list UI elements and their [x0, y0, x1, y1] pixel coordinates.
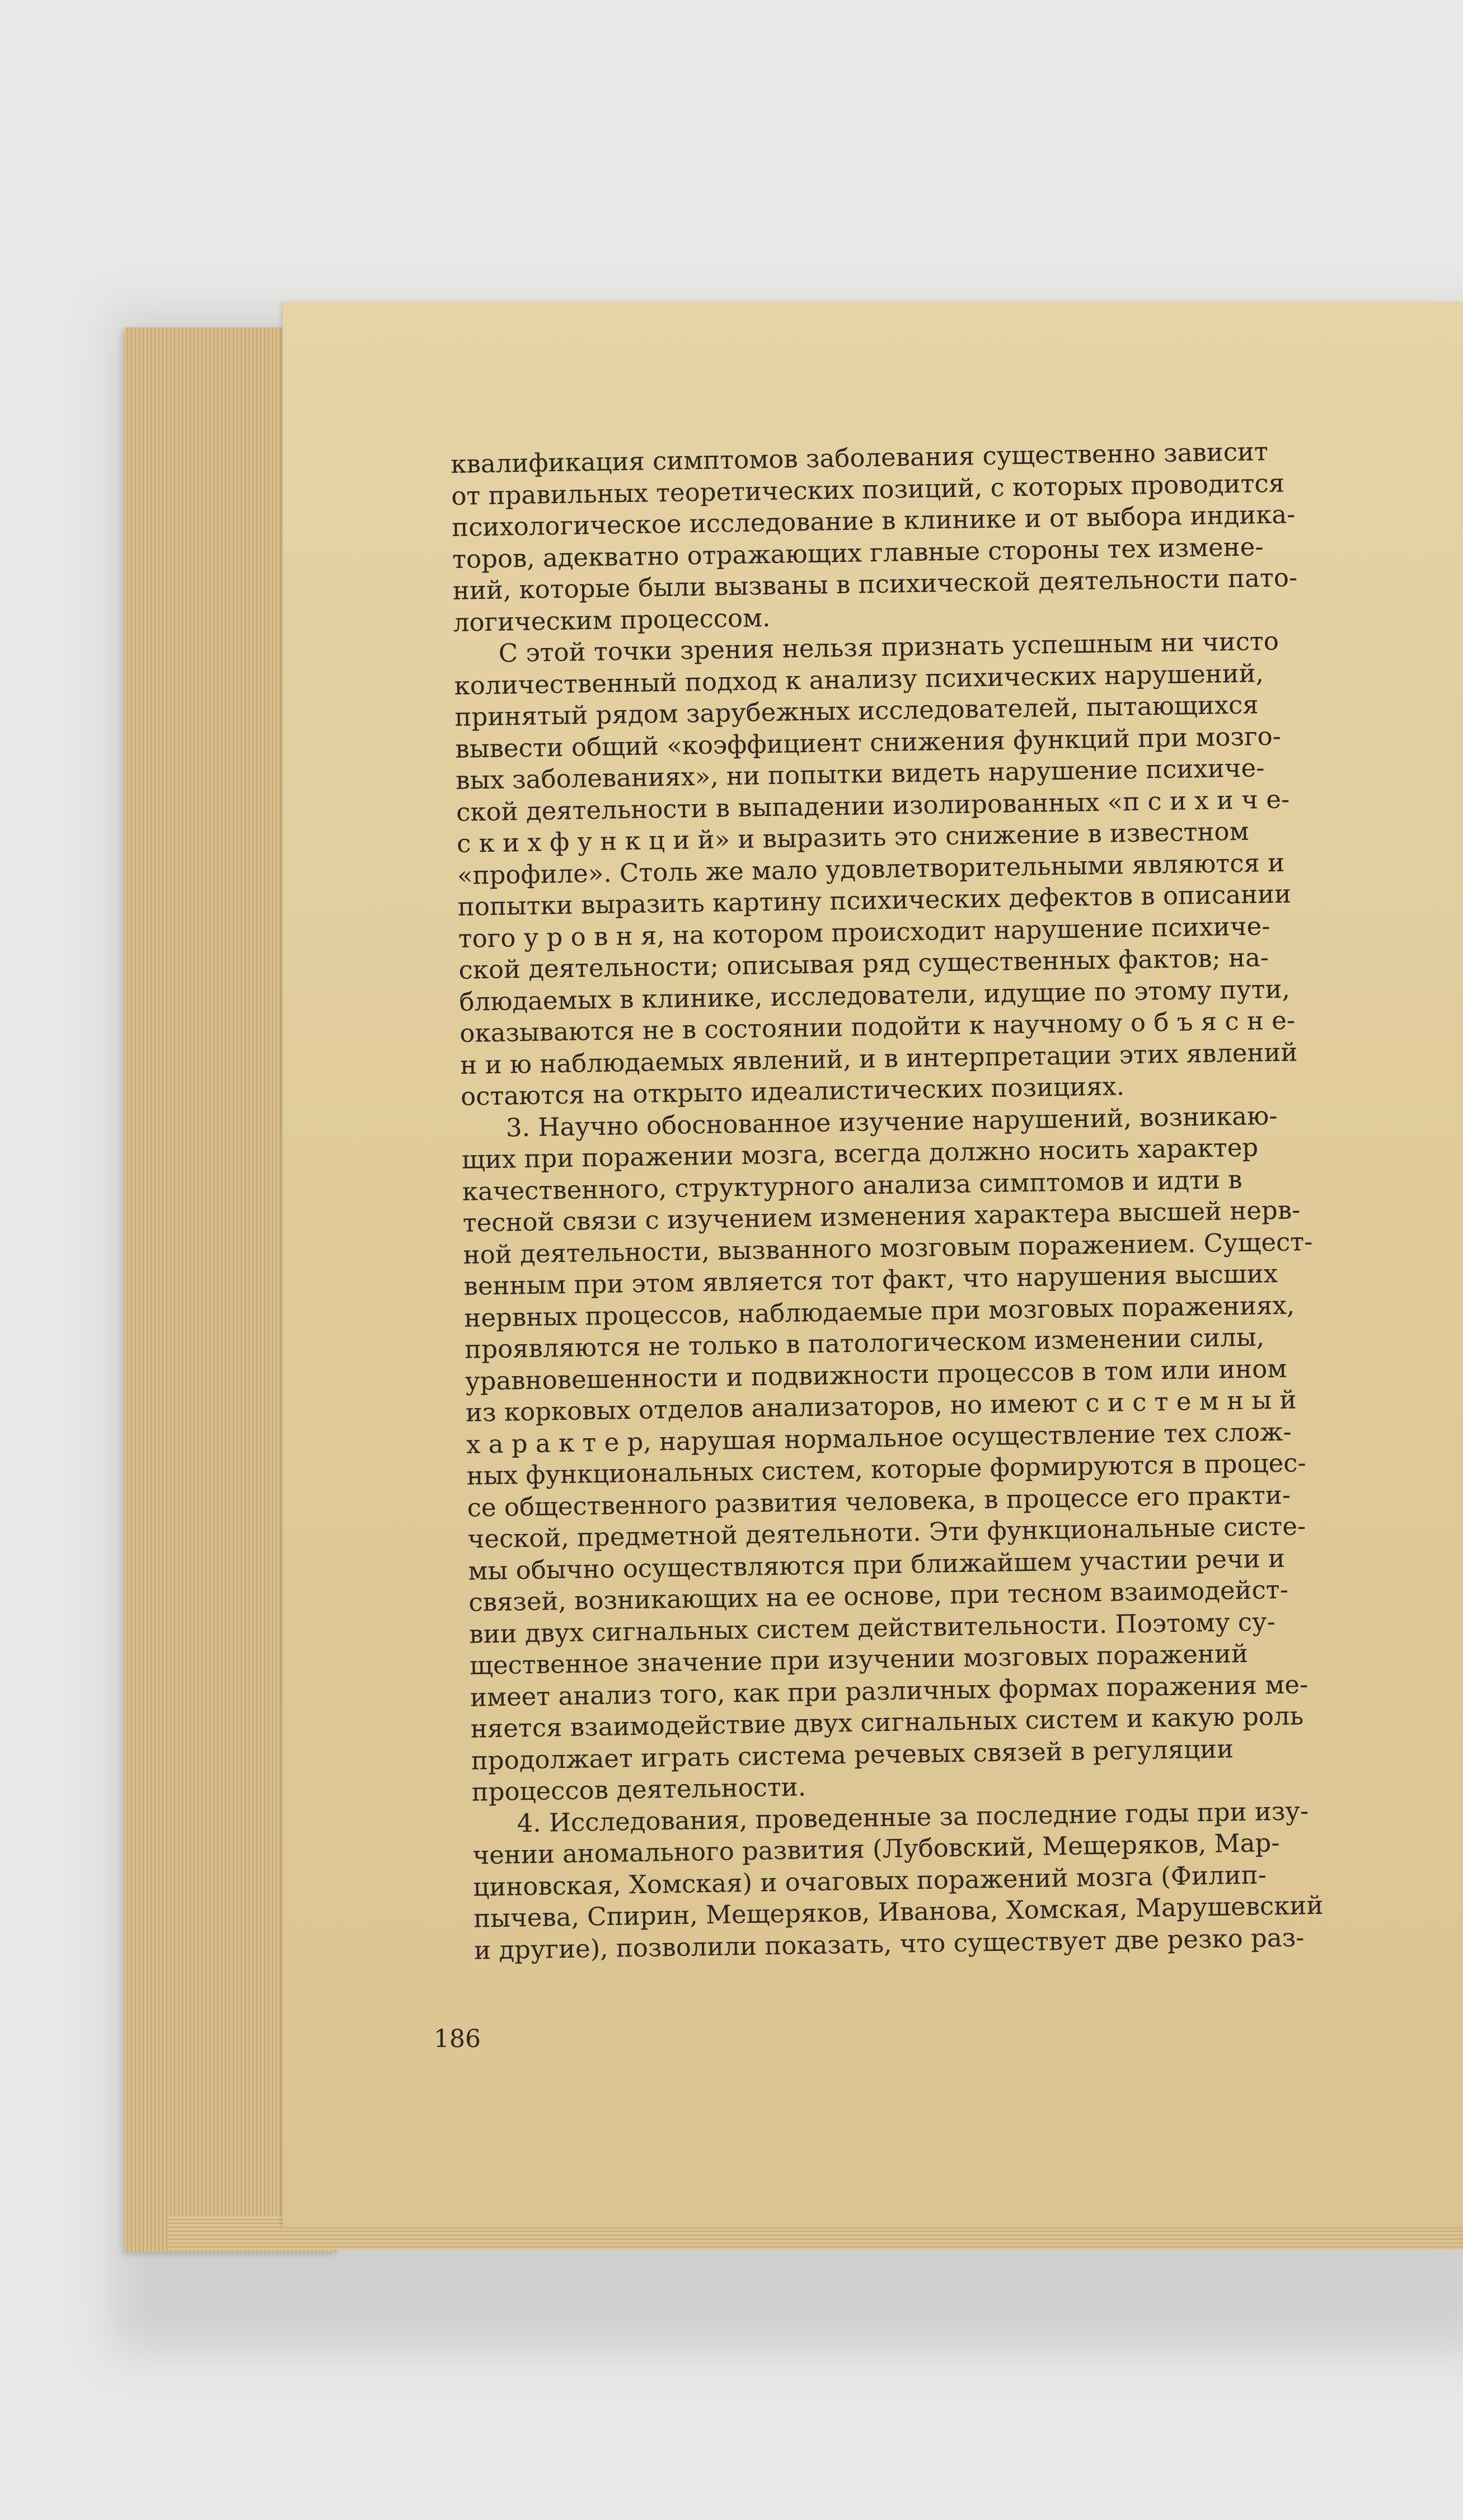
text-line: «профиле». Столь же мало удовлетворительными являются и — [457, 847, 1285, 890]
text-line: блюдаемых в клинике, исследователи, идущие по этому пути, — [459, 974, 1291, 1017]
text-line: няется взаимодействие двух сигнальных систем и какую роль — [470, 1701, 1304, 1744]
text-line: попытки выразить картину психических дефектов в описании — [457, 879, 1292, 922]
text-line: циновская, Хомская) и очаговых поражений мозга (Филип- — [472, 1859, 1267, 1902]
text-line: н и ю наблюдаемых явлений, и в интерпретации этих явлений — [459, 1036, 1298, 1080]
paragraph-4 — [472, 1792, 1463, 1966]
text-line: пычева, Спирин, Мещеряков, Иванова, Хомская, Марушевский — [473, 1890, 1324, 1934]
text-line: связей, возникающих на ее основе, при тесном взаимодейст- — [468, 1574, 1289, 1617]
text-line: х а р а к т е р, нарушая нормальное осуществление тех слож- — [466, 1416, 1292, 1460]
text-line: щих при поражении мозга, всегда должно носить характер — [461, 1132, 1259, 1175]
text-line: имеет анализ того, как при различных формах поражения ме- — [470, 1669, 1309, 1712]
text-line: вывести общий «коэффициент снижения функций при мозго- — [455, 721, 1282, 764]
text-line: качественного, структурного анализа симптомов и идти в — [462, 1164, 1242, 1207]
text-line: С этой точки зрения нельзя признать успешным ни чисто — [498, 626, 1279, 668]
text-line: квалификация симптомов заболевания существенно зависит — [451, 437, 1269, 479]
text-line: ской деятельности в выпадении изолированных «п с и х и ч е- — [456, 784, 1290, 827]
text-line: венным при этом является тот факт, что нарушения высших — [463, 1258, 1278, 1301]
text-line: ных функциональных систем, которые формируются в процес- — [466, 1448, 1306, 1491]
text-line: продолжает играть система речевых связей в регуляции — [471, 1733, 1234, 1776]
text-line: нервных процессов, наблюдаемые при мозговых поражениях, — [463, 1290, 1295, 1333]
text-line: ческой, предметной деятельноти. Эти функциональные систе- — [467, 1511, 1306, 1554]
text-line: остаются на открыто идеалистических позициях. — [460, 1071, 1125, 1111]
text-line: щественное значение при изучении мозговых поражений — [469, 1638, 1249, 1681]
text-line: из корковых отделов анализаторов, но имеют с и с т е м н ы й — [465, 1385, 1297, 1428]
text-line: тесной связи с изучением изменения характера высшей нерв- — [462, 1195, 1301, 1238]
text-line: логическим процессом. — [453, 602, 771, 637]
text-line: чении аномального развития (Лубовский, Мещеряков, Мар- — [472, 1828, 1280, 1870]
text-line: ской деятельности; описывая ряд существенных фактов; на- — [458, 942, 1269, 985]
paragraph-1 — [451, 433, 1450, 639]
text-line: уравновешенности и подвижности процессов в том или ином — [465, 1353, 1287, 1396]
text-line: оказываются не в состоянии подойти к научному о б ъ я с н е- — [459, 1005, 1296, 1048]
text-line: количественный подход к анализу психических нарушений, — [454, 658, 1264, 701]
text-line: того у р о в н я, на котором происходит нарушение психиче- — [458, 911, 1270, 954]
text-line: с к и х ф у н к ц и й» и выразить это снижение в известном — [456, 816, 1249, 858]
text-line: процессов деятельности. — [471, 1772, 806, 1807]
text-line: принятый рядом зарубежных исследователей, пытающихся — [454, 689, 1259, 732]
paragraph-3 — [461, 1097, 1463, 1808]
text-line: и другие), позволили показать, что существует две резко раз- — [473, 1922, 1305, 1965]
text-line: 3. Научно обоснованное изучение нарушений, возникаю- — [505, 1100, 1278, 1143]
text-line: ной деятельности, вызванного мозговым поражением. Сущест- — [463, 1226, 1313, 1270]
text-line: вии двух сигнальных систем действительности. Поэтому су- — [468, 1606, 1276, 1649]
text-line: ний, которые были вызваны в психической деятельности пато- — [452, 562, 1298, 606]
page-number: 186 — [434, 2025, 481, 2053]
text-line: торов, адекватно отражающих главные стороны тех измене- — [452, 531, 1264, 574]
book-page — [283, 302, 1463, 2227]
paragraph-2 — [453, 623, 1457, 1113]
text-line: мы обычно осуществляются при ближайшем участии речи и — [468, 1543, 1286, 1586]
text-line: се общественного развития человека, в процессе его практи- — [467, 1480, 1291, 1523]
text-line: от правильных теоретических позиций, с которых проводится — [451, 468, 1285, 511]
text-line: вых заболеваниях», ни попытки видеть нарушение психиче- — [455, 753, 1265, 795]
text-line: проявляются не только в патологическом изменении силы, — [464, 1322, 1265, 1364]
text-line: 4. Исследования, проведенные за последние годы при изу- — [517, 1795, 1309, 1838]
page-text-block — [451, 433, 1463, 1967]
text-line: психологическое исследование в клинике и от выбора индика- — [451, 499, 1296, 542]
